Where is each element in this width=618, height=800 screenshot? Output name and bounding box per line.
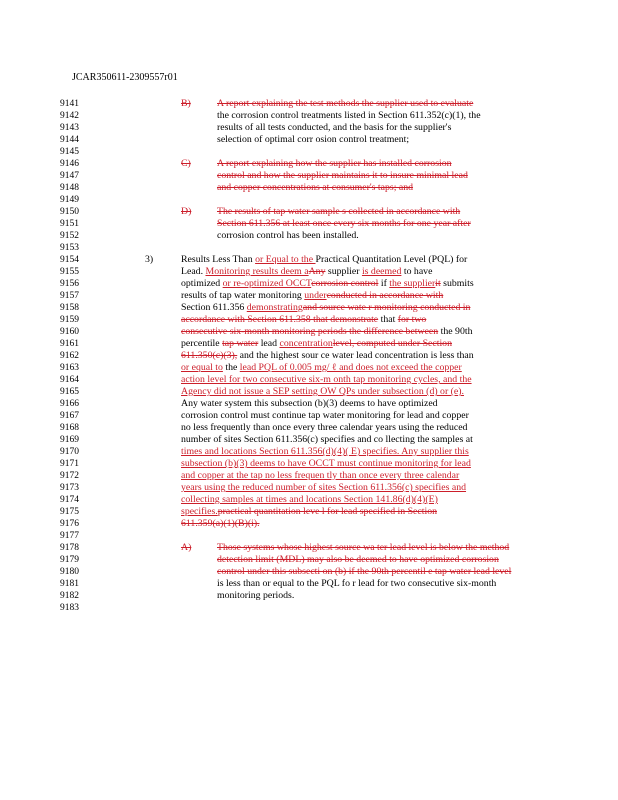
- line-number: 9182: [60, 591, 79, 601]
- text-run: is less than or equal to the PQL fo r lead for two consecutive six-month: [217, 578, 497, 589]
- deleted-text: level, computed under Section: [332, 338, 452, 349]
- line-number: 9148: [60, 183, 79, 193]
- text-run: to have: [401, 266, 433, 277]
- text-line: [181, 422, 467, 434]
- line-number: 9141: [60, 99, 79, 109]
- text-run: optimized: [181, 278, 223, 289]
- inserted-text: action level for two consecutive six-m onth tap monitoring cycles, and the: [181, 374, 472, 385]
- inserted-text: subsection (b)(3) deems to have OCCT must continue monitoring for lead: [181, 458, 471, 469]
- deleted-text: and copper concentrations at consumer's taps; and: [217, 182, 414, 193]
- line-number: 9159: [60, 315, 79, 325]
- deleted-text: 611.359(a)(1)(B)(i).: [181, 518, 260, 529]
- deleted-text: A report explaining how the supplier has installed corrosion: [217, 158, 452, 169]
- line-number: 9172: [60, 471, 79, 481]
- line-number: 9162: [60, 351, 79, 361]
- text-run: and the highest sour ce water lead concentration is less than: [237, 350, 474, 361]
- text-run: supplier: [325, 266, 362, 277]
- inserted-text: concentration: [279, 338, 333, 349]
- text-run: monitoring periods.: [217, 590, 295, 601]
- text-run: the corrosion control treatments listed in Section 611.352(c)(1), the: [217, 110, 481, 121]
- text-line: [217, 578, 496, 590]
- document-id-header: JCAR350611-2309557r01: [72, 72, 178, 83]
- inserted-text: under: [304, 290, 327, 301]
- deleted-text: conducted in accordance with: [326, 290, 444, 301]
- line-number: 9150: [60, 207, 79, 217]
- line-number: 9181: [60, 579, 79, 589]
- text-run: corrosion control must continue tap water monitoring for lead and copper: [181, 410, 469, 421]
- line-number: 9177: [60, 531, 79, 541]
- text-line: [181, 326, 472, 338]
- line-number: 9152: [60, 231, 79, 241]
- inserted-text: times and locations Section 611.356(d)(4)( E) specifies. Any supplier this: [181, 446, 469, 457]
- text-run: no less frequently than once every three calendar years using the reduced: [181, 422, 468, 433]
- line-number: 9153: [60, 243, 79, 253]
- text-run: if: [378, 278, 390, 289]
- line-number: 9173: [60, 483, 79, 493]
- deleted-text: Section 611.356 at least once every six months for one year after: [217, 218, 471, 229]
- line-number: 9164: [60, 375, 79, 385]
- text-line: [181, 458, 471, 470]
- text-run: the 90th: [438, 326, 473, 337]
- text-line: [181, 434, 473, 446]
- text-line: [217, 566, 511, 578]
- line-number: 9175: [60, 507, 79, 517]
- text-line: [181, 518, 260, 530]
- text-line: [181, 398, 438, 410]
- deleted-text: tap water: [222, 338, 259, 349]
- text-run: corrosion control has been installed.: [217, 230, 359, 241]
- text-run: Practical Quantitation Level (PQL) for: [315, 254, 468, 265]
- text-line: [181, 410, 469, 422]
- text-line: [181, 446, 469, 458]
- text-run: the: [222, 362, 240, 373]
- text-run: selection of optimal corr osion control treatment;: [217, 134, 410, 145]
- line-number: 9156: [60, 279, 79, 289]
- text-line: [217, 230, 359, 242]
- line-number: 9166: [60, 399, 79, 409]
- deleted-text: control and how the supplier maintains it to insure minimal lead: [217, 170, 468, 181]
- deleted-text: consecutive six-month monitoring periods the difference between: [181, 326, 439, 337]
- deleted-text: control under this subsecti on (b) if the 90th percentil e tap water lead level: [217, 566, 512, 577]
- text-run: Results Less Than: [181, 254, 256, 265]
- line-number: 9151: [60, 219, 79, 229]
- item-label-c: C): [181, 158, 191, 169]
- deleted-text: corrosion control: [311, 278, 379, 289]
- line-number: 9154: [60, 255, 79, 265]
- text-line: [181, 314, 426, 326]
- item-label-b: B): [181, 98, 191, 109]
- line-number: 9144: [60, 135, 79, 145]
- text-line: [217, 98, 473, 110]
- text-run: Lead.: [181, 266, 206, 277]
- deleted-text: The results of tap water sample s collected in accordance with: [217, 206, 461, 217]
- text-line: [181, 362, 462, 374]
- line-number: 9168: [60, 423, 79, 433]
- inserted-text: demonstrating: [246, 302, 303, 313]
- inserted-text: the supplier: [389, 278, 436, 289]
- text-line: [181, 482, 466, 494]
- text-line: [217, 590, 294, 602]
- item-label-a: A): [181, 542, 192, 553]
- inserted-text: and copper at the tap no less frequen tly than once every three calendar: [181, 470, 460, 481]
- deleted-text: 611.350(c)(3),: [181, 350, 238, 361]
- text-line: [181, 506, 437, 518]
- deleted-text: for two: [397, 314, 427, 325]
- text-line: [217, 134, 409, 146]
- inserted-text: years using the reduced number of sites Section 611.356(c) specifies and: [181, 482, 467, 493]
- text-line: [217, 122, 451, 134]
- text-line: [217, 206, 460, 218]
- text-line: [217, 110, 481, 122]
- line-number: 9169: [60, 435, 79, 445]
- deleted-text: and source wate r monitoring conducted in: [302, 302, 471, 313]
- text-line: [181, 350, 474, 362]
- item-label-3: 3): [145, 254, 154, 265]
- line-number: 9157: [60, 291, 79, 301]
- line-number: 9180: [60, 567, 79, 577]
- line-number: 9176: [60, 519, 79, 529]
- text-run: results of all tests conducted, and the basis for the supplier's: [217, 122, 452, 133]
- inserted-text: specifies.: [181, 506, 218, 517]
- inserted-text: or equal to: [181, 362, 223, 373]
- deleted-text: detection limit (MDL) may also be deemed to have optimized corrosion: [217, 554, 499, 565]
- text-run: percentile: [181, 338, 223, 349]
- text-line: [217, 554, 499, 566]
- text-line: [181, 266, 432, 278]
- text-line: [181, 254, 467, 266]
- deleted-text: practical quantitation leve l for lead specified in Section: [217, 506, 437, 517]
- line-number: 9183: [60, 603, 79, 613]
- line-number: 9149: [60, 195, 79, 205]
- line-number: 9147: [60, 171, 79, 181]
- inserted-text: collecting samples at times and locations Section 141.86(d)(4)(E): [181, 494, 438, 505]
- text-line: [217, 170, 468, 182]
- inserted-text: lead PQL of 0.005 mg/ ℓ and does not exceed the copper: [239, 362, 462, 373]
- line-number: 9142: [60, 111, 79, 121]
- line-number: 9179: [60, 555, 79, 565]
- line-number: 9163: [60, 363, 79, 373]
- inserted-text: Agency did not issue a SEP setting OW QPs under subsection (d) or (e).: [181, 386, 464, 397]
- text-run: Section 611.356: [181, 302, 247, 313]
- line-number: 9174: [60, 495, 79, 505]
- line-number: 9145: [60, 147, 79, 157]
- text-run: lead: [258, 338, 280, 349]
- text-line: [181, 290, 443, 302]
- line-number: 9160: [60, 327, 79, 337]
- deleted-text: it: [435, 278, 441, 289]
- text-run: number of sites Section 611.356(c) specifies and co llecting the samples at: [181, 434, 473, 445]
- line-number: 9178: [60, 543, 79, 553]
- inserted-text: is deemed: [361, 266, 402, 277]
- line-number: 9167: [60, 411, 79, 421]
- text-line: [217, 542, 509, 554]
- text-line: [181, 302, 470, 314]
- text-line: [181, 386, 464, 398]
- line-number: 9170: [60, 447, 79, 457]
- inserted-text: or Equal to the: [255, 254, 316, 265]
- line-number: 9143: [60, 123, 79, 133]
- deleted-text: Those systems whose highest source wa ter lead level is below the method: [217, 542, 510, 553]
- inserted-text: Monitoring results deem a: [205, 266, 309, 277]
- text-line: [181, 470, 459, 482]
- text-line: [181, 374, 472, 386]
- text-line: [217, 218, 471, 230]
- text-run: that: [378, 314, 398, 325]
- text-line: [217, 182, 413, 194]
- line-number: 9146: [60, 159, 79, 169]
- deleted-text: accordance with Section 611.358 that demonstrate: [181, 314, 379, 325]
- text-line: [181, 494, 438, 506]
- text-line: [217, 158, 452, 170]
- inserted-text: or re-optimized OCCT: [222, 278, 312, 289]
- text-line: [181, 338, 452, 350]
- line-number: 9158: [60, 303, 79, 313]
- deleted-text: Any: [308, 266, 326, 277]
- text-line: [181, 278, 474, 290]
- text-run: results of tap water monitoring: [181, 290, 305, 301]
- line-number: 9171: [60, 459, 79, 469]
- line-number: 9161: [60, 339, 79, 349]
- line-number: 9155: [60, 267, 79, 277]
- line-number: 9165: [60, 387, 79, 397]
- text-run: submits: [440, 278, 474, 289]
- text-run: Any water system this subsection (b)(3) deems to have optimized: [181, 398, 438, 409]
- item-label-d: D): [181, 206, 192, 217]
- deleted-text: A report explaining the test methods the supplier used to evaluate: [217, 98, 474, 109]
